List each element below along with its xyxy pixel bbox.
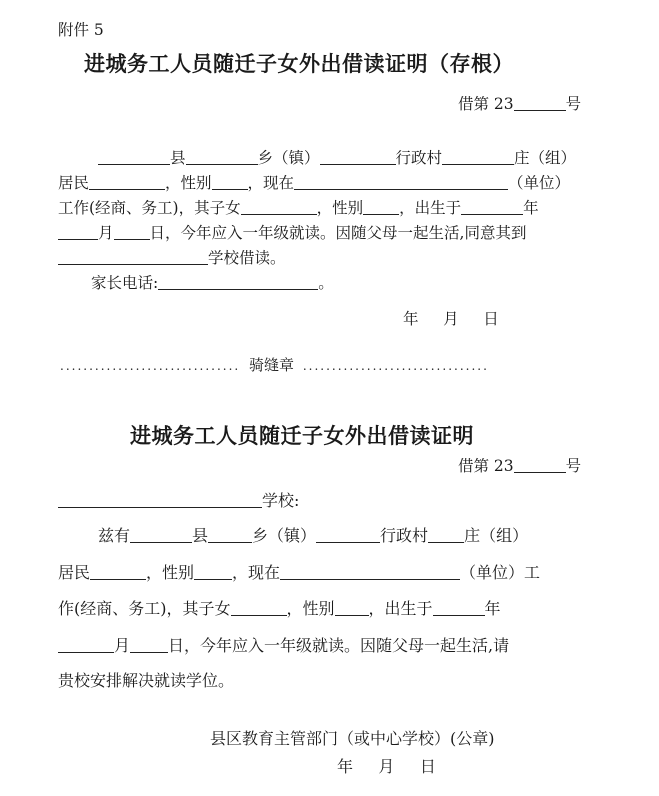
stub-phone-label: 家长电话:	[91, 274, 159, 292]
stub-township-label: 乡（镇）	[257, 149, 320, 167]
stub-phone-end: 。	[318, 274, 334, 292]
stub-school-blank[interactable]	[58, 249, 208, 266]
certificate-county-label: 县	[192, 526, 209, 545]
stub-born-label: ，出生于	[399, 199, 462, 217]
stub-county-label: 县	[170, 149, 186, 167]
stub-village-blank[interactable]	[320, 149, 396, 166]
stub-month-label: 月	[98, 224, 114, 242]
stub-number-suffix: 号	[565, 95, 582, 113]
seam-left-dots: ...............................	[60, 359, 241, 373]
certificate-born-label: ，出生于	[368, 599, 433, 618]
certificate-line-3	[58, 596, 501, 619]
stub-child-blank[interactable]	[241, 199, 317, 216]
stub-township-blank[interactable]	[186, 149, 258, 166]
certificate-village-label: 行政村	[380, 526, 429, 545]
stub-line-3	[58, 196, 539, 218]
stub-line-5	[58, 246, 286, 268]
certificate-birth-month-blank[interactable]	[58, 636, 114, 653]
stub-birth-year-blank[interactable]	[461, 199, 523, 216]
stub-hamlet-blank[interactable]	[442, 149, 514, 166]
certificate-number-prefix: 借第 23	[458, 457, 514, 475]
certificate-line-5: 贵校安排解决就读学位。	[58, 671, 235, 690]
certificate-birth-day-blank[interactable]	[130, 636, 168, 653]
certificate-child-gender-blank[interactable]	[335, 599, 369, 616]
stub-school-label: 学校借读。	[208, 249, 286, 267]
stub-child-gender-label: ，性别	[316, 199, 364, 217]
stub-phone-line	[91, 271, 334, 293]
stub-child-gender-blank[interactable]	[363, 199, 399, 216]
certificate-child-gender-label: ，性别	[286, 599, 335, 618]
certificate-resident-label: 居民	[58, 563, 91, 582]
certificate-now-at-label: ，现在	[232, 563, 281, 582]
stub-resident-label: 居民	[58, 174, 90, 192]
certificate-unit-label: （单位）工	[460, 563, 541, 582]
stub-unit-blank[interactable]	[294, 174, 508, 191]
stub-title: 进城务工人员随迁子女外出借读证明（存根）	[84, 52, 514, 76]
certificate-school-line	[58, 488, 299, 511]
stub-gender-blank[interactable]	[212, 174, 248, 191]
attachment-label: 附件 5	[58, 21, 104, 39]
certificate-line-2	[58, 560, 540, 583]
stub-village-label: 行政村	[395, 149, 443, 167]
stub-resident-blank[interactable]	[89, 174, 165, 191]
stub-day-text: 日，今年应入一年级就读。因随父母一起生活,同意其到	[149, 224, 527, 242]
certificate-title: 进城务工人员随迁子女外出借读证明	[130, 424, 474, 448]
stub-line-4	[58, 221, 526, 243]
seam-divider	[60, 354, 489, 375]
seam-label: 骑缝章	[249, 356, 295, 374]
stub-year-label: 年	[523, 199, 539, 217]
certificate-line-4	[58, 633, 509, 656]
stub-line-1	[98, 146, 576, 168]
certificate-unit-blank[interactable]	[280, 563, 460, 580]
stub-phone-blank[interactable]	[158, 274, 318, 291]
certificate-child-blank[interactable]	[231, 599, 287, 616]
stub-birth-day-blank[interactable]	[114, 224, 150, 241]
stub-number-blank[interactable]	[514, 95, 566, 112]
stub-county-blank[interactable]	[98, 149, 170, 166]
certificate-here-is: 兹有	[98, 526, 131, 545]
certificate-issuer: 县区教育主管部门（或中心学校）(公章)	[210, 729, 495, 748]
stub-number	[458, 92, 581, 114]
certificate-township-blank[interactable]	[208, 526, 252, 543]
stub-work-label: 工作(经商、务工)，其子女	[58, 199, 241, 217]
stub-date: 年 月 日	[403, 310, 499, 328]
stub-line-2	[58, 171, 570, 193]
certificate-resident-blank[interactable]	[90, 563, 146, 580]
certificate-school-label: 学校:	[262, 491, 300, 510]
certificate-number-suffix: 号	[565, 457, 582, 475]
certificate-hamlet-blank[interactable]	[428, 526, 464, 543]
certificate-number-blank[interactable]	[514, 457, 566, 474]
stub-now-at-label: ，现在	[247, 174, 295, 192]
certificate-school-blank[interactable]	[58, 491, 262, 508]
certificate-township-label: 乡（镇）	[252, 526, 317, 545]
certificate-date: 年 月 日	[337, 757, 436, 776]
certificate-gender-blank[interactable]	[194, 563, 232, 580]
certificate-number	[458, 454, 581, 476]
stub-birth-month-blank[interactable]	[58, 224, 98, 241]
stub-gender-label: ，性别	[165, 174, 212, 192]
certificate-work-label: 作(经商、务工)，其子女	[58, 599, 231, 618]
stub-unit-label: （单位）	[508, 174, 571, 192]
certificate-month-label: 月	[114, 636, 131, 655]
certificate-year-label: 年	[484, 599, 501, 618]
stub-number-prefix: 借第 23	[458, 95, 514, 113]
seam-right-dots: ................................	[302, 359, 489, 373]
certificate-village-blank[interactable]	[316, 526, 380, 543]
certificate-line-1	[98, 523, 528, 546]
stub-hamlet-label: 庄（组）	[514, 149, 577, 167]
certificate-day-text: 日，今年应入一年级就读。因随父母一起生活,请	[168, 636, 510, 655]
certificate-birth-year-blank[interactable]	[433, 599, 485, 616]
certificate-county-blank[interactable]	[130, 526, 192, 543]
certificate-gender-label: ，性别	[146, 563, 195, 582]
certificate-hamlet-label: 庄（组）	[464, 526, 529, 545]
